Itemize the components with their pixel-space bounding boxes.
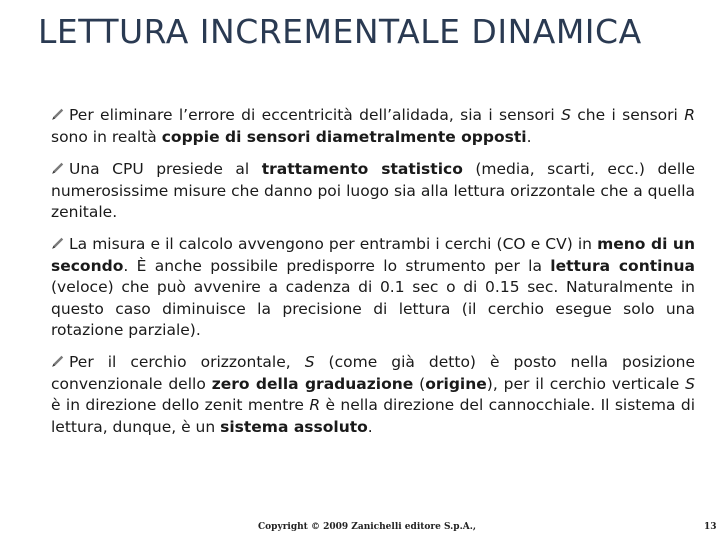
pencil-icon bbox=[51, 237, 64, 250]
pencil-icon bbox=[51, 108, 64, 121]
paragraph-1: Per eliminare l’errore di eccentricità dell’alidada, sia i sensori S che i sensori R sono in realtà coppie di sensori diametralmente opposti. bbox=[51, 106, 695, 146]
paragraph-2: Una CPU presiede al trattamento statistico (media, scarti, ecc.) delle numerosissime misure che danno poi luogo sia alla lettura orizzontale che a quella zenitale. bbox=[51, 160, 695, 221]
paragraph-3: La misura e il calcolo avvengono per entrambi i cerchi (CO e CV) in meno di un secondo. È anche possibile predisporre lo strumento per la lettura continua (veloce) che può avvenire a cadenza di 0.1 sec o di 0.15 sec. Naturalmente in questo caso diminuisce la precisione di lettura (il cerchio esegue solo una rotazione parziale). bbox=[51, 235, 695, 339]
footer-copyright: Copyright © 2009 Zanichelli editore S.p.A., bbox=[258, 522, 476, 532]
pencil-icon bbox=[51, 355, 64, 368]
pencil-icon bbox=[51, 162, 64, 175]
paragraph-4: Per il cerchio orizzontale, S (come già detto) è posto nella posizione convenzionale dello zero della graduazione (origine), per il cerchio verticale S è in direzione dello zenit mentre R è nella direzione del cannocchiale. Il sistema di lettura, dunque, è un sistema assoluto. bbox=[51, 353, 696, 436]
page-title: LETTURA INCREMENTALE DINAMICA bbox=[38, 12, 642, 51]
page-number: 13 bbox=[704, 522, 717, 532]
